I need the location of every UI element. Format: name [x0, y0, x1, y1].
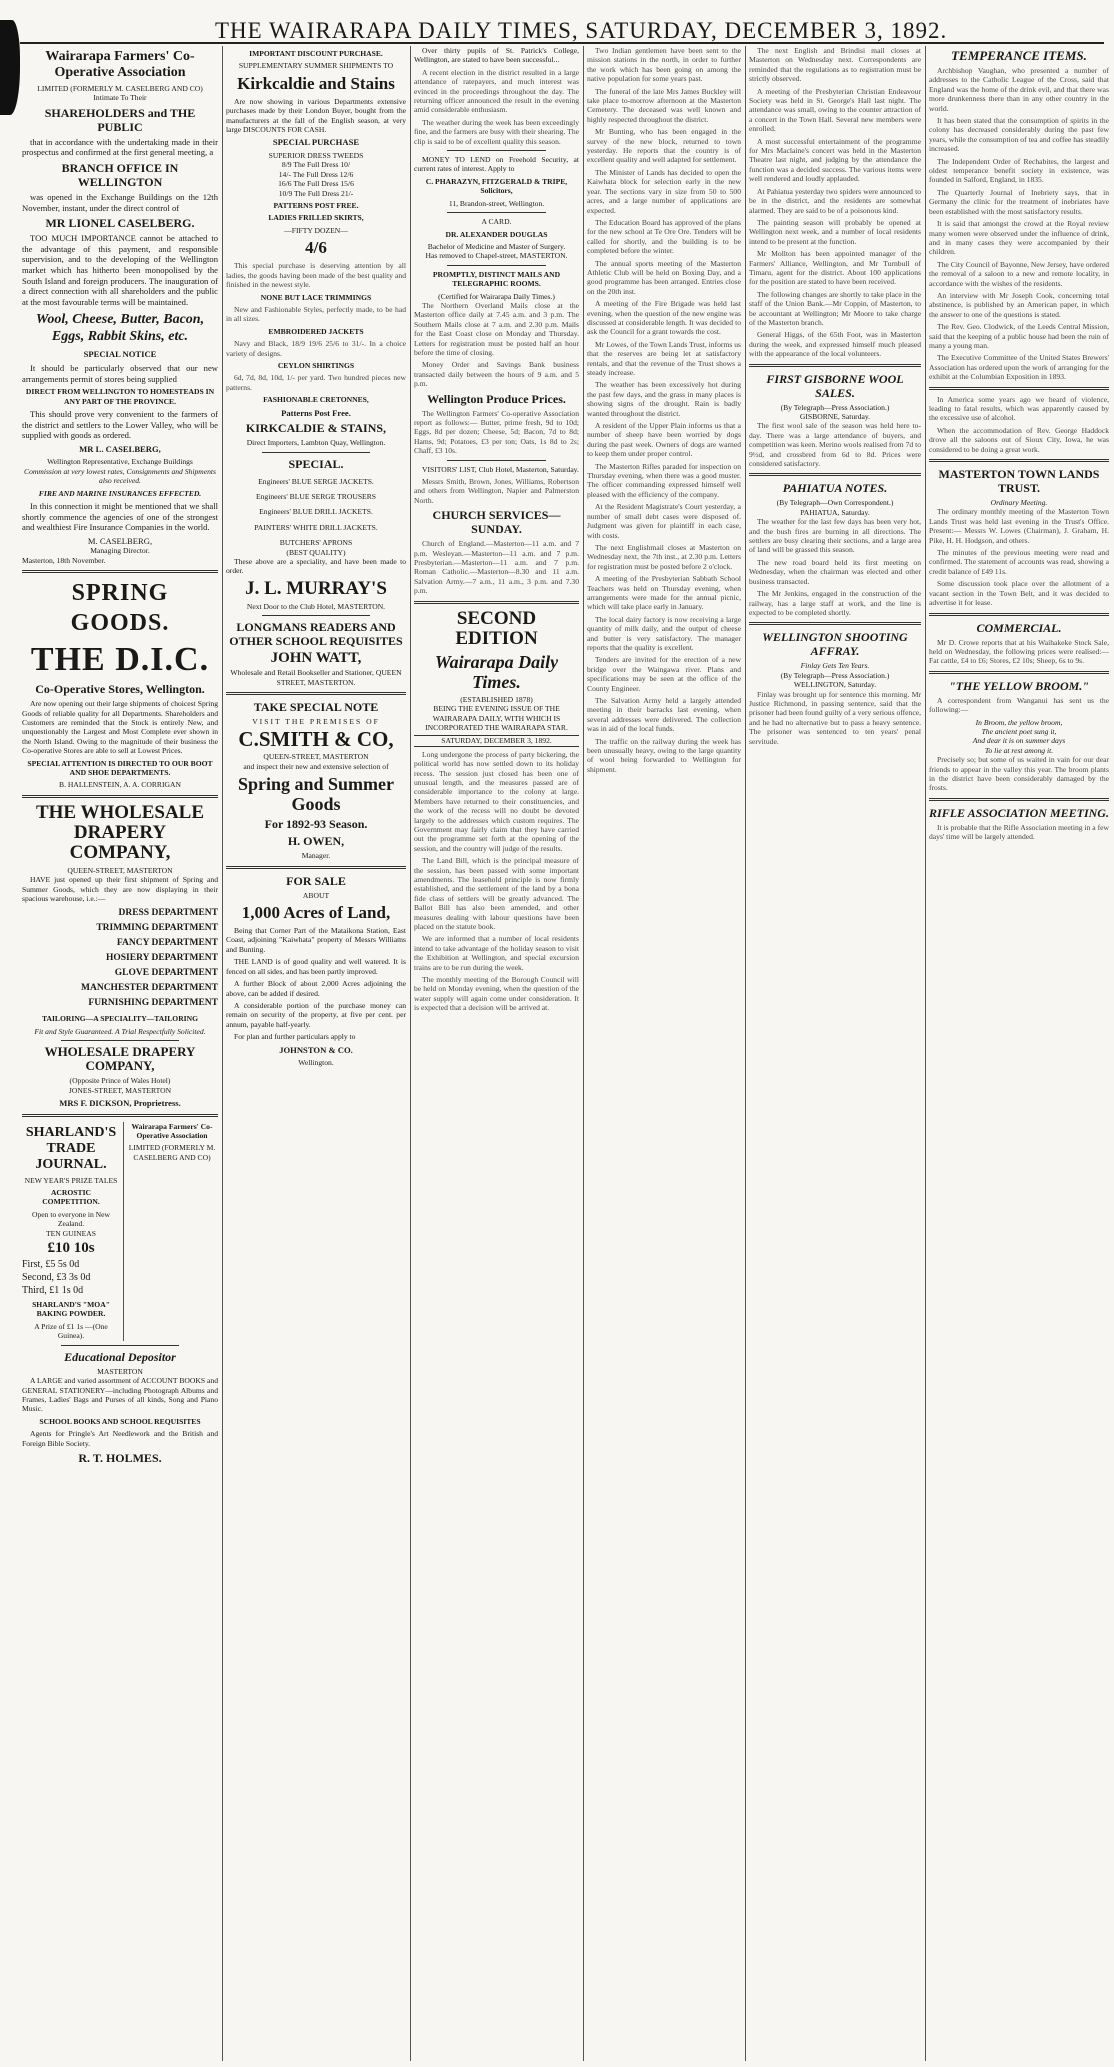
fit-style-text: Fit and Style Guaranteed. A Trial Respectfully Solicited.: [34, 1026, 206, 1036]
divider: [929, 671, 1109, 674]
smith-heading: C.SMITH & CO,: [238, 727, 394, 752]
johnston-name: JOHNSTON & CO.: [279, 1044, 353, 1055]
engineers-line: Engineers' BLUE SERGE JACKETS.: [258, 476, 374, 486]
filler-text: 6d, 7d, 8d, 10d, 1/- per yard. Two hundred pieces new patterns.: [226, 373, 406, 392]
pahiatua-heading: PAHIATUA NOTES.: [782, 481, 888, 496]
owen-title: Manager.: [301, 851, 331, 861]
masthead: [0, 0, 1114, 44]
longmans-heading: LONGMANS READERS AND OTHER SCHOOL REQUISITES: [229, 620, 403, 649]
farmers-coop-small: Wairarapa Farmers' Co-Operative Association: [131, 1121, 213, 1141]
sheep-body: A further Block of about 2,000 Acres adjoining the above, can be added if desired.: [226, 979, 406, 998]
divider: [414, 601, 579, 604]
agents-text: Agents for Pringle's Art Needlework and the British and Foreign Bible Society.: [22, 1429, 218, 1448]
dic-heading: THE D.I.C.: [30, 641, 210, 679]
flock-telegraph: (By Telegraph—Press Association.): [780, 402, 890, 412]
educational-body: A LARGE and varied assortment of ACCOUNT BOOKS and GENERAL STATIONERY—including Photograph Albums and Frames, Ladies' Bags and Purses of all kinds, Song and Piano Music.: [22, 1376, 218, 1414]
department-item: DRESS DEPARTMENT: [118, 908, 218, 919]
department-item: MANCHESTER DEPARTMENT: [81, 983, 218, 994]
special-notice-body: It should be particularly observed that our new arrangements permit of stores being supplied: [22, 362, 218, 384]
filler-text: The weather has been excessively hot during the past few days, and the grass in many places is showing signs of the drought. Rain is badly wanted throughout the district.: [587, 380, 741, 418]
prize-third: Third, £1 1s 0d: [22, 1285, 84, 1297]
filler-text: The monthly meeting of the Borough Council will be held on Monday evening, when the question of the water supply will again come under consideration. It is expected that a decision will be arrived at.: [414, 975, 579, 1013]
special-heading: SPECIAL.: [288, 456, 344, 471]
branch-heading: BRANCH OFFICE IN WELLINGTON: [61, 161, 179, 189]
column-1: [22, 46, 218, 2061]
shooting-telegraph: (By Telegraph—Press Association.): [780, 670, 890, 680]
filler-text: The Land Bill, which is the principal measure of the session, has been passed with some important amendments. The leasehold principle is now firmly established, and the settlement of the land by a bona fide class of settlers will be greatly advanced. The Ballot Bill has also been amended, and other measures dealing with labour questions have been placed on the statute book.: [414, 856, 579, 932]
douglas-address: Has removed to Chapel-street, MASTERTON.: [425, 251, 568, 261]
filler-text: An interview with Mr Joseph Cook, concerning total abstinence, is published by an American paper, in which the answer to one of the questions is stated.: [929, 290, 1109, 319]
spring-goods-heading: SPRING GOODS.: [70, 580, 170, 637]
flock-heading: FIRST GISBORNE WOOL SALES.: [766, 371, 904, 400]
filler-text: The funeral of the late Mrs James Buckley will take place to-morrow afternoon at the Masterton Cemetery. The deceased was well known and highly respected throughout the district.: [587, 86, 741, 124]
filler-text: In America some years ago we heard of violence, leading to fatal results, which was apparently caused by the excessive use of alcohol.: [929, 394, 1109, 423]
filler-text: The Independent Order of Rechabites, the largest and oldest temperance benefit society in existence, was founded in Salford, England, in 1835.: [929, 156, 1109, 185]
flock-place: GISBORNE, Saturday.: [799, 412, 871, 421]
column-2: [226, 46, 406, 2061]
land-body: THE LAND is of good quality and well watered. It is fenced on all sides, and has been partly improved.: [226, 957, 406, 976]
watt-sub: Wholesale and Retail Bookseller and Stationer, QUEEN STREET, MASTERTON.: [230, 668, 402, 687]
proprietress: MRS F. DICKSON, Proprietress.: [59, 1098, 181, 1109]
divider: [749, 473, 921, 476]
masterton-town-heading: MASTERTON TOWN LANDS TRUST.: [938, 467, 1100, 496]
patterns-post-free: PATTERNS POST FREE.: [273, 201, 359, 211]
assoc-subtitle: LIMITED (FORMERLY M. CASELBERG AND CO): [37, 84, 203, 93]
educational-heading: Educational Depositor: [64, 1349, 176, 1364]
masthead-2: Wairarapa Daily Times.: [434, 651, 559, 692]
caselberg-sub: Wellington Representative, Exchange Buildings: [47, 457, 193, 467]
filler-text: The weather for the last few days has been very hot, and the bush fires are burning in all directions. The settlers are busy clearing their sections, and a large area of land will be grassed this season.: [749, 517, 921, 555]
filler-text: The Northern Overland Mails close at the Masterton office daily at 7.45 a.m. and 3 p.m. The Southern Mails close at 7 a.m. and 2.30 p.m. Mails for the East Coast close on Monday and Thursday. Letters for registration must be posted half an hour before the time of closing.: [414, 300, 579, 357]
filler-text: The annual sports meeting of the Masterton Athletic Club will be held on Boxing Day, and a good programme has been arranged. Entries close on the 20th inst.: [587, 258, 741, 296]
divider: [929, 459, 1109, 462]
pharazyn-name: C. PHARAZYN, FITZGERALD & TRIPE, Solicitors,: [425, 176, 568, 196]
divider: [262, 452, 370, 453]
shooting-heading: WELLINGTON SHOOTING AFFRAY.: [762, 630, 908, 659]
masthead-rule: [20, 42, 1104, 44]
opened-text: was opened in the Exchange Buildings on the 12th November, instant, under the direct control of: [22, 192, 218, 213]
wholesale-body: HAVE just opened up their first shipment of Spring and Summer Goods, which they are now displaying in their spacious warehouse, i.e.:—: [22, 875, 218, 903]
divider: [22, 1114, 218, 1117]
filler-text: The following changes are shortly to take place in the staff of the Union Bank.—Mr Coppin, of Masterton, to be accountant at Wellington; Mr Moore to take charge of the Masterton branch.: [749, 289, 921, 327]
filler-text: The local dairy factory is now receiving a large quantity of milk daily, and the output of cheese and butter is very satisfactory. The manager reports that the quality is excellent.: [587, 614, 741, 652]
season-text: For 1892-93 Season.: [264, 817, 368, 832]
best-quality: (BEST QUALITY): [286, 547, 346, 557]
shareholders-heading: SHAREHOLDERS and THE PUBLIC: [44, 105, 196, 134]
filler-text: The traffic on the railway during the week has been unusually heavy, owing to the large quantity of wool being forwarded to Wellington for shipment.: [587, 736, 741, 774]
divider: [61, 1040, 179, 1041]
filler-text: It is probable that the Rifle Association meeting in a few days' time will be largely attended.: [929, 822, 1109, 842]
department-item: GLOVE DEPARTMENT: [114, 968, 218, 979]
rifle-heading: RIFLE ASSOCIATION MEETING.: [929, 805, 1109, 820]
special-purchase-heading: SPECIAL PURCHASE: [272, 137, 360, 148]
date-line: Masterton, 18th November.: [22, 555, 106, 565]
tailoring-heading: TAILORING—A SPECIALITY—TAILORING: [41, 1014, 199, 1024]
cretonnes: FASHIONABLE CRETONNES,: [263, 395, 369, 405]
tweeds-line: SUPERIOR DRESS TWEEDS: [268, 151, 364, 161]
divider: [929, 798, 1109, 801]
filler-text: It is said that amongst the crowd at the Royal review many women were observed under the influence of drink, and in many cases they were accompanied by their children.: [929, 219, 1109, 257]
school-books: SCHOOL BOOKS AND SCHOOL REQUISITES: [39, 1416, 201, 1426]
engineers-line: Engineers' BLUE DRILL JACKETS.: [259, 507, 373, 517]
ladies-skirts: LADIES FRILLED SKIRTS,: [268, 213, 364, 223]
filler-text: The first wool sale of the season was held here to-day. There was a large attendance of buyers, and competition was keen. Merino wools realised from 7d to 9½d, and crossbred from 6d to 8d. Prices were considered satisfactory.: [749, 421, 921, 469]
column-4: [587, 46, 741, 2061]
commission-text: Commission at very lowest rates, Consignments and Shipments also received.: [24, 466, 216, 486]
divider: [929, 387, 1109, 390]
supplementary-text: SUPPLEMENTARY SUMMER SHIPMENTS TO: [238, 61, 394, 71]
filler-text: Mr D. Crowe reports that at his Waihakeke Stock Sale, held on Wednesday, the following prices were realised:— Fat cattle, £4 to £6; Stores, £2 10s; Sheep, 6s to 9s.: [929, 637, 1109, 666]
filler-text: The next English and Brindisi mail closes at Masterton on Wednesday next. Correspondents are reminded that the regulations as to registration must be strictly observed.: [749, 46, 921, 84]
divider: [447, 265, 546, 266]
filler-text: The Salvation Army held a largely attended meeting in their barracks last evening, when several addresses were delivered. The collection was in aid of the local funds.: [587, 696, 741, 734]
about-text: ABOUT: [302, 890, 330, 900]
kirkcaldie-2-sub: Direct Importers, Lambton Quay, Wellington.: [246, 438, 386, 448]
filler-text: The Masterton Rifles paraded for inspection on Thursday evening, when there was a good muster. The officer commanding expressed himself well pleased with the efficiency of the company.: [587, 461, 741, 499]
filler-text: The next Englishmail closes at Masterton on Wednesday next, the 7th inst., at 2.30 p.m. Letters for registration must be posted before 2 o'clock.: [587, 542, 741, 571]
take-note: TAKE SPECIAL NOTE: [253, 700, 379, 715]
filler-text: This special purchase is deserving attention by all ladies, the goods having been made of the best quality and finished in the newest style.: [226, 261, 406, 290]
filler-text: Finlay was brought up for sentence this morning. Mr Justice Richmond, in passing sentence, said that the prisoner had been found guilty of a very serious offence, and he had no alternative but to pass a heavy sentence. The prisoner was sentenced to ten years' penal servitude.: [749, 689, 921, 746]
filler-text: Mr Lowes, of the Town Lands Trust, informs us that the reserves are being let at satisfactory rentals, and that the revenue of the Trust shows a steady increase.: [587, 339, 741, 377]
prize-first: First, £5 5s 0d: [22, 1259, 80, 1271]
second-edition: SECOND EDITION: [455, 607, 538, 649]
fifty-dozen: —FIFTY DOZEN—: [284, 225, 348, 235]
direct-body: This should prove very convenient to the farmers of the district and settlers to the Lower Valley, who will be supplied with goods as ordered.: [22, 408, 218, 441]
particulars: For plan and further particulars apply to: [234, 1032, 356, 1042]
kirkcaldie-body: Are now showing in various Departments extensive purchases made by their London Buyer, bought from the manufacturers at the fall of the English season, at very large DISCOUNTS FOR CASH.: [226, 96, 406, 135]
filler-text: The Minister of Lands has decided to open the Kaiwhata block for selection early in the new year. The sections vary in size from 50 to 500 acres, and a large number of applications are expected.: [587, 167, 741, 215]
divider: [749, 622, 921, 625]
filler-text: A correspondent from Wanganui has sent us the following:—: [929, 695, 1109, 715]
department-item: TRIMMING DEPARTMENT: [96, 923, 218, 934]
divider: [447, 460, 546, 461]
acres-body: Being that Corner Part of the Mataikona Station, East Coast, adjoining "Kaiwhata" property of Messrs Williams and Bunting.: [226, 926, 406, 954]
divider: [749, 364, 921, 367]
ten-amount: £10 10s: [47, 1240, 95, 1257]
wholesale-heading: THE WHOLESALE DRAPERY COMPANY,: [35, 801, 205, 863]
filler-text: The ordinary monthly meeting of the Masterton Town Lands Trust was held last evening in the Trust's Office. Present:— Messrs W. Lowes (Chairman), J. Graham, H. Pike, H. H. Hodgson, and others.: [929, 507, 1109, 545]
murray-sub: Next Door to the Club Hotel, MASTERTON.: [246, 601, 386, 611]
special-notice-heading: SPECIAL NOTICE: [83, 349, 157, 360]
column-rule: [745, 46, 746, 2061]
filler-text: The new road board held its first meeting on Wednesday, when the chairman was elected and other business transacted.: [749, 557, 921, 586]
dic-names: B. HALLENSTEIN, A. A. CORRIGAN: [59, 780, 181, 790]
column-5: [749, 46, 921, 2061]
filler-text: A meeting of the Fire Brigade was held last evening, when the question of the new engine was discussed at considerable length. It was decided to ask the Council for a grant towards the cost.: [587, 299, 741, 337]
lace-trimmings: NONE BUT LACE TRIMMINGS: [260, 292, 372, 302]
for-sale: FOR SALE: [286, 873, 346, 888]
educational-location: MASTERTON: [97, 1366, 143, 1376]
douglas-sub: Bachelor of Medicine and Master of Surgery.: [427, 241, 566, 251]
filler-text: The weather during the week has been exceedingly fine, and the farmers are busy with their shearing. The clip is said to be of excellent quality this season.: [414, 117, 579, 146]
prize-second: Second, £3 3s 0d: [22, 1272, 91, 1284]
bridge-address: 11, Brandon-street, Wellington.: [448, 198, 545, 208]
church-heading: CHURCH SERVICES—SUNDAY.: [432, 508, 561, 537]
wholesale2-sub: (Opposite Prince of Wales Hotel): [69, 1076, 171, 1086]
filler-text: At the Resident Magistrate's Court yesterday, a number of small debt cases were disposed of. Judgment was given for plaintiff in each case, with costs.: [587, 502, 741, 540]
fire-body: In this connection it might be mentioned that we shall shortly commence the agencies of one of the strongest and wealthiest Fire Insurance Companies in the world.: [22, 500, 218, 533]
filler-text: A resident of the Upper Plain informs us that a number of sheep have been worried by dogs during the past week. Owners of dogs are warned to keep them under proper control.: [587, 421, 741, 459]
acres-heading: 1,000 Acres of Land,: [241, 903, 391, 923]
these-text: These above are a speciality, and have been made to order.: [226, 557, 406, 576]
filler-text: Long undergone the process of party bickering, the political world has now settled down to its holiday recess. The session just closed has been one of unusual length, and the measures passed are of considerable importance to the colony at large. Members have returned to their constituencies, and the work of the recess will no doubt be devoted largely to the addresses which custom requires. The Government may fairly claim that they have carried out the programme set forth at the opening of the session, and the country will judge of the results.: [414, 749, 579, 853]
divider: [22, 570, 218, 573]
douglas-name: DR. ALEXANDER DOUGLAS: [445, 229, 548, 239]
produce-heading: Wellington Produce Prices.: [427, 391, 566, 406]
yellow-broom-heading: "THE YELLOW BROOM.": [949, 678, 1089, 693]
visitors-heading: VISITORS' LIST, Club Hotel, Masterton, Saturday.: [422, 464, 579, 474]
painters-line: PAINTERS' WHITE DRILL JACKETS.: [254, 522, 378, 532]
divider: [226, 692, 406, 695]
kirkcaldie-heading: Kirkcaldie and Stains: [237, 73, 395, 93]
filler-text: Church of England.—Masterton—11 a.m. and 7 p.m. Wesleyan.—Masterton—11 a.m. and 7 p.m. Presbyterian.—Masterton—11 a.m. and 7 p.m. Roman Catholic.—Masterton—8.30 and 11 a.m. Salvation Army.—7 a.m., 11 a.m., 3 p.m. and 7.30 p.m.: [414, 539, 579, 596]
column-3: [414, 46, 579, 2061]
filler-text: The minutes of the previous meeting were read and confirmed. The statement of accounts was read, showing a credit balance of £49 11s.: [929, 548, 1109, 576]
owen-name: H. OWEN,: [287, 834, 345, 849]
filler-text: Some discussion took place over the allotment of a vacant section in the Town Belt, and it was decided to advertise it for lease.: [929, 579, 1109, 608]
daily-text: BEING THE EVENING ISSUE OF THE WAIRARAPA DAILY, WITH WHICH IS INCORPORATED THE WAIRARAPA STAR.: [425, 704, 568, 732]
murray-heading: J. L. MURRAY'S: [245, 577, 387, 599]
filler-text: We are informed that a number of local residents intend to take advantage of the holiday season to visit the Exhibition at Wellington, and special excursion trains are to be run during the week.: [414, 934, 579, 972]
inspect-text: and inspect their new and extensive selection of: [243, 761, 389, 771]
masthead-title: THE WAIRARAPA DAILY TIMES, SATURDAY, DECEMBER 3, 1892.: [215, 18, 948, 43]
filler-text: New and Fashionable Styles, perfectly made, to be had in all sizes.: [226, 304, 406, 324]
department-item: FANCY DEPARTMENT: [116, 938, 218, 949]
tweeds-line: 14/- The Full Dress 12/6: [278, 169, 354, 179]
column-rule: [583, 46, 584, 2061]
filler-text: Precisely so; but some of us waited in vain for our dear friends to appear in the valley this year. The broom plants in the district have been considerably damaged by the frosts.: [929, 755, 1109, 793]
manager-name: MR LIONEL CASELBERG.: [45, 216, 195, 231]
smith-sub: QUEEN-STREET, MASTERTON: [263, 752, 369, 762]
poem-line: In Broom, the yellow broom,: [975, 717, 1063, 727]
established: (ESTABLISHED 1878): [460, 694, 533, 704]
body-text: TOO MUCH IMPORTANCE cannot be attached to the advantage of this payment, and responsible supervision, and to the developing of the Wellington market which has hitherto been monopolised by the South Island and foreign producers. The inauguration of a direct connection with all shareholders and the public at the most favourable terms will be maintained.: [22, 233, 218, 307]
filler-text: Money Order and Savings Bank business transacted daily between the hours of 9 a.m. and 5 p.m.: [414, 360, 579, 389]
filler-text: Navy and Black, 18/9 19/6 25/6 to 31/-. In a choice variety of designs.: [226, 339, 406, 358]
filler-text: Mr Mollton has been appointed manager of the Farmers' Alliance, Wellington, and Mr Turnbull of Timaru, agent for the district. About 100 applications for the position are stated to have been received.: [749, 249, 921, 287]
department-list: [22, 906, 218, 1011]
kirkcaldie-2-heading: KIRKCALDIE & STAINS,: [245, 421, 387, 436]
poem-line: And dear it is on summer days: [972, 736, 1066, 746]
divider: [447, 150, 546, 151]
signature-name: M. CASELBERG,: [87, 535, 153, 546]
sharland-heading: SHARLAND'S TRADE JOURNAL.: [25, 1124, 117, 1172]
produce-heading: Wool, Cheese, Butter, Bacon, Eggs, Rabbit Skins, etc.: [35, 312, 205, 345]
acrostic-heading: ACROSTIC COMPETITION.: [42, 1188, 100, 1207]
tweeds-line: 16/6 The Full Dress 15/6: [278, 179, 354, 189]
column-rule: [925, 46, 926, 2061]
filler-text: The Mr Jenkins, engaged in the construction of the railway, has a large staff at work, and the line is expected to be completed shortly.: [749, 589, 921, 617]
filler-text: At Pahiatua yesterday two spiders were announced to be in the district, and the residents are somewhat alarmed. They are said to be of a poisonous kind.: [749, 186, 921, 215]
pahiatua-telegraph: (By Telegraph—Own Correspondent.): [776, 498, 894, 508]
sheep2-body: A considerable portion of the purchase money can remain on security of the property, at five per cent. per annum, payable half-yearly.: [226, 1000, 406, 1029]
filler-text: Mr Bunting, who has been engaged in the survey of the new block, returned to town yesterday. He reports that the country is of excellent quality and well adapted for settlement.: [587, 127, 741, 165]
dic-body: Are now opening out their large shipments of choicest Spring Goods of reliable quality for all Departments. Shareholders and Customers are reminded that the Stock is entirely New, and unquestionably the Largest and Most Complete ever shown in the North Island. Owing to the magnitude of their business the Co-operative Stores are able to sell at Lowest Prices.: [22, 699, 218, 756]
filler-text: Messrs Smith, Brown, Jones, Williams, Robertson and others from Wellington, Napier and Palmerston North.: [414, 477, 579, 505]
card-label: A CARD.: [481, 217, 512, 227]
dateline: SATURDAY, DECEMBER 3, 1892.: [414, 735, 579, 746]
divider: [929, 613, 1109, 616]
important-heading: IMPORTANT DISCOUNT PURCHASE.: [249, 49, 383, 58]
money-lend: MONEY TO LEND on Freehold Security, at current rates of interest. Apply to: [414, 155, 579, 174]
filler-text: Archbishop Vaughan, who presented a number of addresses to the Catholic League of the Cross, said that England was the home of the drink evil, and that there was more drunkenness there than in any other country in the world.: [929, 66, 1109, 113]
filler-text: When the accommodation of Rev. George Haddock drove all the saloons out of Sioux City, Iowa, he was considered to be doing a great work.: [929, 425, 1109, 454]
filler-text: A most successful entertainment of the programme for Mrs Maclaine's concert was held in the Masterton Theatre last night, and judging by the attendance the function was a decided success. The various items were well rendered and loudly applauded.: [749, 136, 921, 184]
wholesale-sub: QUEEN-STREET, MASTERTON: [67, 865, 173, 875]
filler-text: Two Indian gentlemen have been sent to the mission stations in the north, in order to further the work which has been going on among the native population for some years past.: [587, 46, 741, 84]
column-6: [929, 46, 1109, 2061]
filler-text: A meeting of the Presbyterian Sabbath School Teachers was held on Thursday evening, when arrangements were made for the annual picnic, which will take place early in January.: [587, 574, 741, 612]
fire-heading: FIRE AND MARINE INSURANCES EFFECTED.: [38, 488, 202, 498]
tweeds-line: 10/9 The Full Dress 21/-: [278, 188, 354, 198]
moa-price: A Prize of £1 1s —(One Guinea).: [34, 1321, 108, 1341]
skirts-price: 4/6: [305, 238, 327, 258]
farmers-coop-sub: LIMITED (FORMERLY M. CASELBERG AND CO): [128, 1143, 216, 1162]
jones-street: JONES-STREET, MASTERTON: [68, 1085, 172, 1095]
assoc-title: Wairarapa Farmers' Co-Operative Association: [45, 49, 195, 80]
divider: [447, 212, 546, 213]
divider: [22, 795, 218, 798]
signature-title: Managing Director.: [90, 546, 150, 556]
filler-text: The City Council of Bayonne, New Jersey, have ordered the removal of a saloon to a new and remote locality, in accordance with the wishes of the residents.: [929, 259, 1109, 288]
filler-text: A meeting of the Presbyterian Christian Endeavour Society was held in St. George's Hall last night. The attendance was small, owing to the counter attraction of a concert in the Town Hall. Several new members were enrolled.: [749, 86, 921, 134]
column-rule: [222, 46, 223, 2061]
column-rule: [410, 46, 411, 2061]
watt-heading: JOHN WATT,: [270, 650, 362, 667]
open-text: Open to everyone in New Zealand.: [31, 1209, 111, 1229]
johnston-place: Wellington.: [298, 1058, 334, 1068]
mails-heading: PROMPTLY, DISTINCT MAILS AND TELEGRAPHIC ROOMS.: [432, 269, 561, 289]
ten-guineas: TEN GUINEAS: [46, 1228, 96, 1238]
department-item: HOSIERY DEPARTMENT: [105, 953, 218, 964]
shooting-place: WELLINGTON, Saturday.: [793, 680, 877, 690]
poem-line: To lie at rest among it.: [984, 745, 1054, 755]
tweeds-line: 8/9 The Full Dress 10/: [281, 160, 351, 170]
temperance-heading: TEMPERANCE ITEMS.: [951, 48, 1087, 63]
filler-text: Tenders are invited for the erection of a new bridge over the Waingawa river. Plans and specifications may be seen at the office of the County Engineer.: [587, 655, 741, 693]
filler-text: The Education Board has approved of the plans for the new school at Te Ore Ore. Tenders will be called for shortly, and the building is to be completed before the winter.: [587, 217, 741, 256]
branch-intro: that in accordance with the undertaking made in their prospectus and confirmed at the first general meeting, a: [22, 136, 218, 158]
divider: [262, 615, 370, 616]
ceylon-shirtings: CEYLON SHIRTINGS: [277, 360, 355, 370]
filler-text: The Wellington Farmers' Co-operative Association report as follows:— Butter, prime fresh, 9d to 10d; Eggs, 8d per dozen; Cheese, 5d; Bacon, 7d to 8d; Hams, 9d; Potatoes, £3 per ton; Oats, 1s 8d to 2s; Chaff, £3 10s.: [414, 408, 579, 456]
commercial-heading: COMMERCIAL.: [976, 620, 1062, 635]
filler-text: A recent election in the district resulted in a large attendance of ratepayers, and much interest was evinced in the proceedings throughout the day. The returning officer announced the result in the evening amid considerable enthusiasm.: [414, 67, 579, 115]
embroidered-jackets: EMBROIDERED JACKETS: [268, 326, 364, 336]
direct-heading: DIRECT FROM WELLINGTON TO HOMESTEADS IN ANY PART OF THE PROVINCE.: [25, 387, 215, 406]
certified-text: (Certified for Wairarapa Daily Times.): [438, 291, 555, 301]
holmes-name: R. T. HOLMES.: [78, 1450, 162, 1465]
dic-attention: SPECIAL ATTENTION IS DIRECTED TO OUR BOOT AND SHOE DEPARTMENTS.: [27, 758, 213, 777]
visit-premises: VISIT THE PREMISES OF: [252, 717, 380, 727]
divider: [61, 1345, 179, 1346]
caselberg-name: MR L. CASELBERG,: [79, 443, 161, 454]
engineers-line: Engineers' BLUE SERGE TROUSERS: [256, 491, 376, 501]
divider: [226, 866, 406, 869]
pahiatua-place: PAHIATUA, Saturday.: [800, 507, 870, 517]
butchers-line: BUTCHERS' APRONS: [279, 538, 353, 548]
spring-summer: Spring and Summer Goods: [237, 774, 395, 815]
wholesale2-heading: WHOLESALE DRAPERY COMPANY,: [44, 1044, 196, 1074]
shooting-sub: Finlay Gets Ten Years.: [800, 661, 870, 671]
filler-text: The Quarterly Journal of Inebriety says, that in Germany the clinic for the treatment of inebriates have been established with the most satisfactory results.: [929, 187, 1109, 216]
poem-line: The ancient poet sung it,: [981, 726, 1057, 736]
filler-text: The Executive Committee of the United States Brewers' Association has ordered upon the work of arranging for the exhibit at the Columbian Exposition in 1893.: [929, 353, 1109, 382]
college-text: Over thirty pupils of St. Patrick's College, Wellington, are stated to have been successful...: [414, 46, 579, 65]
prize-tales: NEW YEAR'S PRIZE TALES: [24, 1175, 118, 1185]
filler-text: General Higgs, of the 65th Foot, was in Masterton during the week, and expressed himself much pleased with the appearance of the local volunteers.: [749, 330, 921, 359]
dic-subheading: Co-Operative Stores, Wellington.: [35, 682, 205, 697]
intimate-text: Intimate To Their: [93, 93, 147, 103]
filler-text: It has been stated that the consumption of spirits in the colony has decreased considerably during the past few years, while the consumption of tea and coffee has steadily increased.: [929, 116, 1109, 154]
moa-heading: SHARLAND'S "MOA" BAKING POWDER.: [32, 1300, 110, 1319]
filler-text: The painting season will probably be opened at Wellington next week, and a number of local residents intend to be present at the function.: [749, 217, 921, 246]
department-item: FURNISHING DEPARTMENT: [88, 998, 218, 1009]
filler-text: The Rev. Geo. Clodwick, of the Leeds Central Mission, said that the keeping of a public house had been the ruin of many a young man.: [929, 322, 1109, 350]
ordinary-meeting: Ordinary Meeting.: [990, 498, 1048, 508]
patterns-free: Patterns Post Free.: [281, 407, 351, 418]
